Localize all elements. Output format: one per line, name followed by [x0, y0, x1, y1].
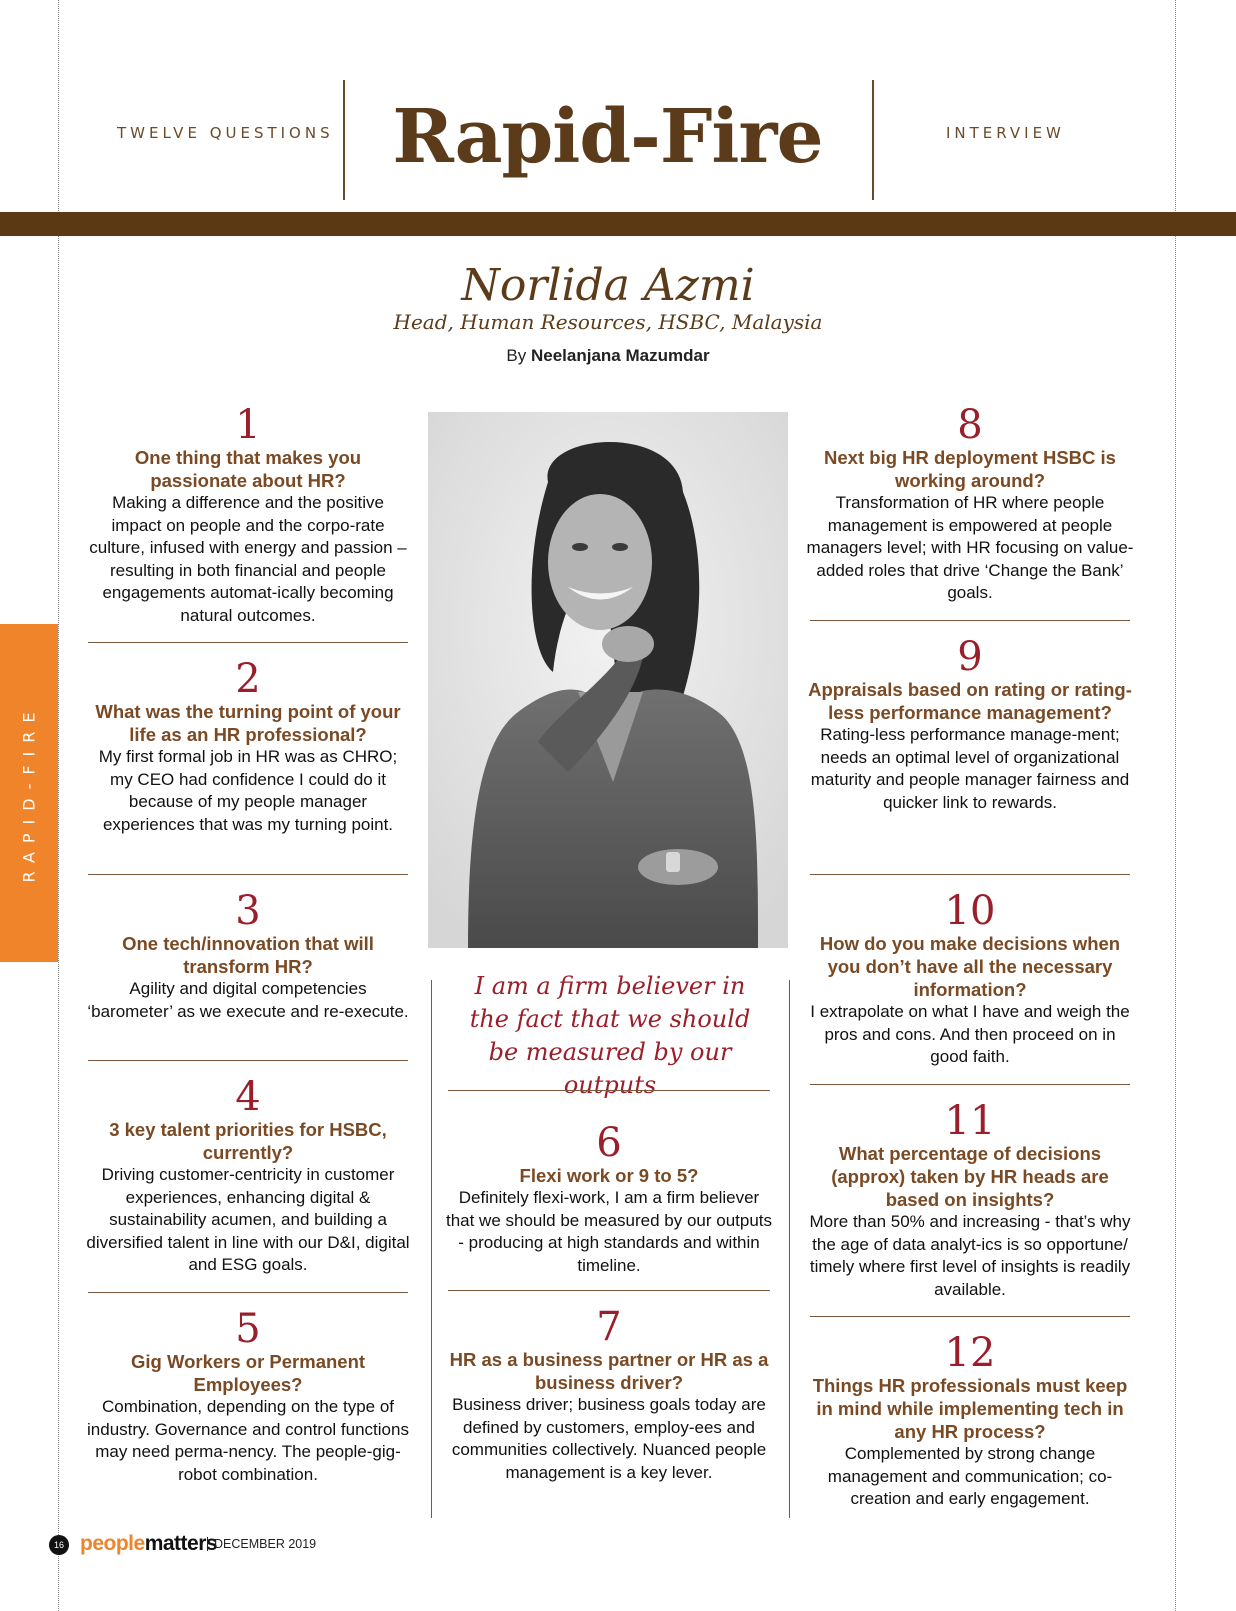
brand-logo-part1: people: [80, 1532, 145, 1555]
qa-item-3: [86, 890, 410, 1023]
qa-number: 10: [944, 888, 996, 934]
kicker-right: INTERVIEW: [946, 124, 1065, 142]
qa-answer: I extrapolate on what I have and weigh the pros and cons. And then proceed on in good faith.: [810, 1002, 1130, 1066]
qa-question: Flexi work or 9 to 5?: [519, 1165, 699, 1186]
qa-divider: [810, 874, 1130, 875]
brand-logo: [80, 1532, 217, 1556]
interviewee-name: Norlida Azmi: [461, 260, 755, 311]
qa-question: Next big HR deployment HSBC is working around?: [824, 447, 1116, 491]
qa-divider: [810, 620, 1130, 621]
issue-date: DECEMBER 2019: [207, 1537, 316, 1551]
middle-column-rule-left: [431, 980, 432, 1518]
qa-item-11: [806, 1100, 1134, 1301]
qa-number: 11: [944, 1098, 996, 1144]
qa-number: 1: [235, 402, 261, 448]
page-title: Rapid-Fire: [392, 94, 823, 180]
qa-answer: Definitely flexi-work, I am a firm believer that we should be measured by our outputs - producing at high standards and within timeline.: [445, 1188, 773, 1275]
qa-item-8: [806, 404, 1134, 605]
qa-item-7: [444, 1306, 774, 1484]
byline: [0, 346, 1216, 366]
qa-divider: [448, 1290, 770, 1291]
qa-question: What was the turning point of your life as an HR professional?: [95, 701, 401, 745]
byline-author: Neelanjana Mazumdar: [531, 346, 710, 365]
qa-number: 12: [944, 1330, 996, 1376]
qa-divider: [88, 1292, 408, 1293]
qa-question: One tech/innovation that will transform HR?: [122, 933, 374, 977]
header-rule-right: [872, 80, 874, 200]
qa-item-2: [86, 658, 410, 836]
qa-number: 8: [957, 402, 983, 448]
qa-item-12: [806, 1332, 1134, 1511]
qa-divider: [448, 1090, 770, 1091]
qa-question: How do you make decisions when you don’t have all the necessary information?: [819, 933, 1121, 1000]
qa-divider: [810, 1084, 1130, 1085]
qa-number: 4: [235, 1074, 261, 1120]
qa-question: Gig Workers or Permanent Employees?: [130, 1351, 366, 1395]
middle-column-rule-right: [789, 980, 790, 1518]
right-margin-dotted-line: [1175, 0, 1176, 1611]
qa-question: Things HR professionals must keep in mind while implementing tech in any HR process?: [812, 1375, 1128, 1442]
qa-number: 6: [596, 1120, 622, 1166]
brand-logo-part2: matters: [144, 1532, 218, 1555]
qa-answer: Rating-less performance manage-ment; needs an optimal level of organizational maturity and people manager fairness and quicker link to rewards.: [810, 725, 1130, 812]
qa-answer: Transformation of HR where people management is empowered at people managers level; with HR focusing on value-added roles that drive ‘Change the Bank’ goals.: [806, 493, 1134, 602]
qa-item-10: [806, 890, 1134, 1069]
left-margin-dotted-line: [58, 0, 59, 1611]
qa-answer: My first formal job in HR was as CHRO; my CEO had confidence I could do it because of my people manager experiences that was my turning point.: [98, 747, 398, 834]
qa-answer: Combination, depending on the type of industry. Governance and control functions may need perma-nency. The people-gig-robot combination.: [87, 1397, 409, 1484]
header-band: [0, 212, 1236, 236]
interviewee-role: Head, Human Resources, HSBC, Malaysia: [393, 310, 823, 334]
qa-item-6: [444, 1122, 774, 1277]
qa-item-9: [806, 636, 1134, 814]
qa-answer: Complemented by strong change management and communication; co-creation and early engagement.: [827, 1444, 1113, 1508]
qa-question: Appraisals based on rating or rating-less performance management?: [808, 679, 1132, 723]
qa-number: 7: [596, 1304, 622, 1350]
pull-quote: I am a firm believer in the fact that we should be measured by our outputs: [469, 972, 751, 1099]
qa-divider: [88, 642, 408, 643]
qa-question: What percentage of decisions (approx) taken by HR heads are based on insights?: [831, 1143, 1109, 1210]
qa-answer: Business driver; business goals today are defined by customers, employ-ees and communities collectively. Nuanced people management is a key lever.: [451, 1395, 767, 1482]
qa-item-5: [86, 1308, 410, 1486]
page-number: 16: [49, 1535, 69, 1555]
kicker-left: TWELVE QUESTIONS: [117, 124, 334, 142]
byline-prefix: By: [506, 346, 527, 365]
qa-number: 9: [957, 634, 983, 680]
portrait-photo: [428, 412, 788, 948]
qa-answer: Agility and digital competencies ‘barometer’ as we execute and re-execute.: [87, 979, 409, 1021]
qa-answer: Driving customer-centricity in customer experiences, enhancing digital & sustainability acumen, and building a diversified talent in line with our D&I, digital and ESG goals.: [86, 1165, 410, 1274]
qa-question: 3 key talent priorities for HSBC, currently?: [109, 1119, 387, 1163]
qa-divider: [810, 1316, 1130, 1317]
qa-question: One thing that makes you passionate about HR?: [134, 447, 362, 491]
header-rule-left: [343, 80, 345, 200]
qa-question: HR as a business partner or HR as a business driver?: [449, 1349, 769, 1393]
qa-divider: [88, 874, 408, 875]
qa-item-1: [86, 404, 410, 627]
qa-item-4: [86, 1076, 410, 1277]
qa-divider: [88, 1060, 408, 1061]
qa-answer: Making a difference and the positive impact on people and the corpo-rate culture, infused with energy and passion – resulting in both financial and people engagements automat-ically becoming natural outcomes.: [89, 493, 407, 625]
qa-answer: More than 50% and increasing - that’s why the age of data analyt-ics is so opportune/ timely where first level of insights is readily available.: [809, 1212, 1131, 1299]
qa-number: 2: [235, 656, 261, 702]
section-side-tab-label: RAPID-FIRE: [19, 703, 39, 883]
qa-number: 5: [235, 1306, 261, 1352]
qa-number: 3: [235, 888, 261, 934]
